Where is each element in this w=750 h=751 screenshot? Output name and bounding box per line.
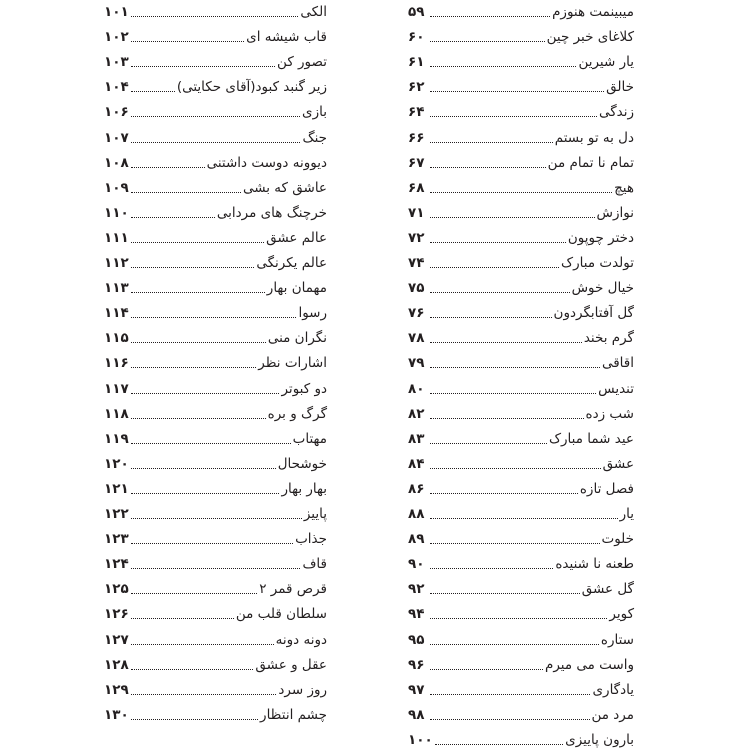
dot-leader: [131, 493, 280, 494]
toc-entry-title: مرد من: [591, 706, 634, 723]
toc-entry: [104, 553, 327, 575]
toc-entry-title: تولدت مبارک: [561, 255, 634, 271]
dot-leader: [131, 393, 280, 394]
toc-entry-title: دختر چوپون: [567, 229, 634, 246]
toc-entry: [104, 503, 327, 525]
dot-leader: [131, 192, 241, 193]
dot-leader: [131, 292, 265, 293]
toc-entry-page-number: ۱۱۵: [104, 330, 129, 347]
toc-entry-title: تصور کن: [277, 54, 327, 71]
dot-leader: [430, 217, 595, 218]
toc-entry-page-number: ۱۱۱: [104, 229, 129, 246]
toc-entry: [408, 277, 634, 299]
toc-entry-page-number: ۸۶: [408, 480, 425, 497]
dot-leader: [131, 91, 175, 92]
toc-entry: [104, 227, 327, 249]
toc-entry-title: بهار بهار: [281, 480, 327, 497]
dot-leader: [430, 694, 590, 695]
toc-entry-title: اشارات نظر: [258, 355, 327, 372]
toc-entry: [408, 1, 634, 23]
toc-entry: [408, 629, 634, 651]
toc-entry-page-number: ۱۰۳: [104, 54, 129, 71]
toc-entry-title: پاییز: [303, 506, 327, 522]
toc-entry-title: قرص قمر ۲: [259, 581, 327, 598]
toc-entry: [408, 177, 634, 199]
dot-leader: [430, 367, 600, 368]
toc-entry-page-number: ۶۴: [408, 104, 425, 121]
toc-entry: [408, 654, 634, 676]
dot-leader: [430, 518, 618, 519]
toc-entry-page-number: ۱۲۰: [104, 455, 129, 472]
toc-entry: [408, 202, 634, 224]
toc-entry-page-number: ۱۱۶: [104, 355, 129, 372]
toc-entry: [408, 478, 634, 500]
toc-entry-title: طعنه نا شنیده: [555, 556, 634, 573]
dot-leader: [131, 167, 205, 168]
toc-entry-title: نگران منی: [267, 330, 327, 347]
dot-leader: [430, 41, 545, 42]
dot-leader: [430, 342, 582, 343]
toc-entry: [408, 76, 634, 98]
toc-entry: [408, 302, 634, 324]
toc-entry-page-number: ۹۷: [408, 681, 425, 698]
dot-leader: [430, 719, 590, 720]
dot-leader: [131, 694, 277, 695]
toc-entry: [104, 127, 327, 149]
toc-entry-page-number: ۹۸: [408, 706, 425, 723]
toc-entry-title: دل به تو بستم: [554, 129, 634, 146]
dot-leader: [131, 644, 274, 645]
toc-entry-title: دیوونه دوست داشتنی: [206, 154, 327, 171]
toc-entry-title: ستاره: [600, 631, 634, 648]
dot-leader: [131, 593, 257, 594]
toc-entry-title: روز سرد: [278, 681, 327, 698]
toc-entry-page-number: ۹۶: [408, 656, 425, 673]
toc-entry: [408, 352, 634, 374]
toc-entry-page-number: ۶۲: [408, 79, 425, 96]
dot-leader: [131, 568, 301, 569]
dot-leader: [131, 242, 264, 243]
dot-leader: [430, 593, 580, 594]
dot-leader: [430, 443, 547, 444]
toc-entry: [104, 403, 327, 425]
toc-entry: [408, 101, 634, 123]
toc-entry-title: عاشق که بشی: [242, 179, 327, 196]
toc-entry-title: فصل تازه: [579, 480, 634, 497]
toc-entry-title: قاف: [302, 556, 327, 573]
toc-entry-title: خلوت: [601, 531, 634, 548]
dot-leader: [430, 91, 604, 92]
toc-entry-page-number: ۷۴: [408, 255, 425, 271]
dot-leader: [430, 167, 546, 168]
toc-entry-page-number: ۱۲۸: [104, 656, 129, 673]
toc-entry-title: اقاقی: [601, 355, 634, 372]
toc-entry-page-number: ۱۰۷: [104, 129, 129, 146]
toc-entry: [104, 252, 327, 274]
toc-entry-page-number: ۱۱۲: [104, 255, 129, 271]
toc-entry-title: یار: [619, 506, 634, 522]
toc-entry-page-number: ۸۲: [408, 405, 425, 422]
toc-entry: [104, 352, 327, 374]
toc-entry: [408, 453, 634, 475]
toc-entry: [104, 679, 327, 701]
toc-entry-page-number: ۶۰: [408, 29, 425, 46]
dot-leader: [131, 217, 215, 218]
toc-entry-page-number: ۱۱۸: [104, 405, 129, 422]
toc-entry-page-number: ۱۰۴: [104, 79, 129, 96]
toc-entry: [104, 629, 327, 651]
toc-entry-page-number: ۱۰۹: [104, 179, 129, 196]
toc-entry: [408, 553, 634, 575]
dot-leader: [131, 719, 258, 720]
toc-entry-title: زیر گنبد کبود(آقای حکایتی): [176, 79, 327, 96]
toc-entry-page-number: ۱۲۲: [104, 506, 129, 522]
toc-entry: [408, 578, 634, 600]
toc-entry: [408, 603, 634, 625]
toc-entry-page-number: ۵۹: [408, 4, 425, 20]
dot-leader: [430, 618, 607, 619]
toc-entry-page-number: ۱۲۹: [104, 681, 129, 698]
toc-entry-page-number: ۱۱۷: [104, 380, 129, 397]
toc-entry-title: بازی: [302, 104, 327, 121]
toc-entry-page-number: ۹۲: [408, 581, 425, 598]
toc-entry: [104, 101, 327, 123]
toc-entry-title: خیال خوش: [571, 280, 634, 297]
toc-entry-title: خرچنگ های مردابی: [216, 204, 327, 221]
toc-entry: [104, 51, 327, 73]
toc-entry-title: گل آفتابگردون: [553, 305, 634, 322]
toc-entry-page-number: ۱۱۹: [104, 430, 129, 447]
dot-leader: [131, 518, 302, 519]
toc-entry-page-number: ۱۱۴: [104, 305, 129, 322]
toc-entry-page-number: ۱۲۶: [104, 606, 129, 623]
toc-entry-page-number: ۱۲۷: [104, 631, 129, 648]
toc-entry-title: دو کبوتر: [281, 380, 327, 397]
toc-entry-page-number: ۸۴: [408, 455, 425, 472]
toc-entry: [104, 76, 327, 98]
toc-entry: [408, 378, 634, 400]
dot-leader: [430, 393, 596, 394]
toc-entry-title: یار شیرین: [578, 54, 634, 71]
toc-entry-page-number: ۱۲۳: [104, 531, 129, 548]
toc-entry: [104, 26, 327, 48]
toc-entry-page-number: ۷۸: [408, 330, 425, 347]
toc-entry: [408, 403, 634, 425]
toc-entry: [408, 227, 634, 249]
toc-entry: [408, 428, 634, 450]
toc-entry: [408, 729, 634, 751]
toc-entry-title: بارون پاییزی: [565, 731, 634, 748]
toc-entry-page-number: ۸۰: [408, 380, 425, 397]
toc-entry-title: جنگ: [302, 129, 327, 146]
dot-leader: [131, 66, 275, 67]
dot-leader: [430, 142, 553, 143]
toc-entry-page-number: ۸۳: [408, 430, 425, 447]
dot-leader: [131, 367, 257, 368]
toc-entry-page-number: ۶۷: [408, 154, 425, 171]
toc-entry-page-number: ۱۲۵: [104, 581, 129, 598]
dot-leader: [131, 443, 291, 444]
toc-entry-title: جذاب: [295, 531, 327, 548]
toc-entry: [104, 654, 327, 676]
toc-entry-title: نوازش: [596, 204, 634, 221]
toc-entry: [408, 26, 634, 48]
toc-entry-title: خوشحال: [277, 455, 327, 472]
toc-entry-page-number: ۶۱: [408, 54, 425, 71]
toc-entry: [104, 478, 327, 500]
toc-entry: [408, 327, 634, 349]
toc-entry: [104, 428, 327, 450]
toc-entry-page-number: ۱۱۰: [104, 204, 129, 221]
toc-entry-page-number: ۱۰۸: [104, 154, 129, 171]
toc-entry-title: قاب شیشه ای: [246, 29, 327, 46]
dot-leader: [131, 468, 276, 469]
toc-entry-page-number: ۱۰۰: [408, 731, 433, 748]
toc-entry-title: واست می میرم: [544, 656, 634, 673]
toc-entry: [408, 503, 634, 525]
dot-leader: [430, 543, 600, 544]
dot-leader: [430, 644, 599, 645]
toc-entry-title: عالم عشق: [266, 229, 327, 246]
toc-entry-title: سلطان قلب من: [235, 606, 327, 623]
toc-entry-page-number: ۱۰۱: [104, 4, 129, 20]
dot-leader: [430, 192, 612, 193]
toc-entry-title: عید شما مبارک: [548, 430, 634, 447]
toc-entry-page-number: ۱۰۶: [104, 104, 129, 121]
toc-entry: [104, 578, 327, 600]
toc-entry: [408, 704, 634, 726]
dot-leader: [430, 116, 597, 117]
toc-entry-page-number: ۹۰: [408, 556, 425, 573]
toc-entry-title: رسوا: [298, 305, 327, 322]
toc-entry: [104, 277, 327, 299]
toc-entry: [104, 177, 327, 199]
dot-leader: [430, 267, 559, 268]
toc-entry-title: شب زده: [585, 405, 634, 422]
dot-leader: [131, 418, 266, 419]
dot-leader: [131, 543, 293, 544]
toc-entry-page-number: ۶۸: [408, 179, 425, 196]
toc-entry-title: دونه دونه: [275, 631, 327, 648]
toc-entry-title: گرم بخند: [583, 330, 634, 347]
toc-entry-title: گل عشق: [581, 581, 634, 598]
dot-leader: [131, 669, 254, 670]
toc-entry-title: گرگ و بره: [267, 405, 327, 422]
dot-leader: [430, 493, 578, 494]
toc-entry-title: تندیس: [598, 380, 634, 397]
dot-leader: [435, 744, 563, 745]
dot-leader: [430, 317, 552, 318]
dot-leader: [131, 116, 300, 117]
toc-entry-page-number: ۸۸: [408, 506, 425, 522]
dot-leader: [131, 41, 244, 42]
toc-entry-page-number: ۱۳۰: [104, 706, 129, 723]
toc-entry-title: مهتاب: [292, 430, 327, 447]
toc-entry-page-number: ۱۰۲: [104, 29, 129, 46]
toc-entry: [408, 127, 634, 149]
toc-entry: [104, 453, 327, 475]
toc-entry-title: چشم انتظار: [260, 706, 327, 723]
toc-entry: [104, 378, 327, 400]
toc-entry-page-number: ۱۲۱: [104, 480, 129, 497]
dot-leader: [430, 568, 553, 569]
toc-entry: [408, 528, 634, 550]
dot-leader: [430, 468, 601, 469]
toc-entry: [408, 152, 634, 174]
dot-leader: [131, 16, 299, 17]
toc-entry: [408, 679, 634, 701]
toc-entry-title: الکی: [300, 4, 327, 20]
dot-leader: [430, 242, 566, 243]
toc-entry-title: مهمان بهار: [266, 280, 327, 297]
toc-entry: [408, 51, 634, 73]
toc-entry-page-number: ۹۵: [408, 631, 425, 648]
toc-entry-title: کویر: [609, 606, 634, 623]
toc-entry: [104, 704, 327, 726]
toc-entry: [104, 528, 327, 550]
dot-leader: [430, 66, 576, 67]
toc-entry-page-number: ۷۱: [408, 204, 425, 221]
dot-leader: [131, 618, 234, 619]
toc-entry: [104, 327, 327, 349]
toc-entry-title: میبینمت هنوزم: [552, 4, 634, 20]
dot-leader: [131, 267, 255, 268]
toc-entry: [104, 302, 327, 324]
toc-entry-page-number: ۸۹: [408, 531, 425, 548]
toc-entry: [408, 252, 634, 274]
toc-entry: [104, 1, 327, 23]
dot-leader: [430, 418, 584, 419]
toc-entry-page-number: ۹۴: [408, 606, 425, 623]
toc-entry: [104, 202, 327, 224]
dot-leader: [131, 142, 301, 143]
dot-leader: [430, 292, 570, 293]
toc-entry-page-number: ۷۶: [408, 305, 425, 322]
dot-leader: [430, 16, 550, 17]
toc-entry-title: کلاغای خبر چین: [546, 29, 634, 46]
toc-entry-page-number: ۱۲۴: [104, 556, 129, 573]
toc-entry: [104, 152, 327, 174]
toc-entry-title: هیچ: [614, 179, 634, 196]
toc-entry-title: عالم یکرنگی: [256, 255, 327, 271]
toc-entry-title: خالق: [606, 79, 634, 96]
toc-entry-title: تمام نا تمام من: [547, 154, 634, 171]
toc-entry-page-number: ۶۶: [408, 129, 425, 146]
dot-leader: [430, 669, 543, 670]
dot-leader: [131, 317, 297, 318]
toc-entry-title: عقل و عشق: [255, 656, 327, 673]
toc-entry-page-number: ۷۹: [408, 355, 425, 372]
toc-entry-page-number: ۱۱۳: [104, 280, 129, 297]
toc-entry-title: عشق: [602, 455, 634, 472]
dot-leader: [131, 342, 266, 343]
toc-entry-title: زندگی: [598, 104, 634, 121]
toc-entry-page-number: ۷۲: [408, 229, 425, 246]
toc-entry: [104, 603, 327, 625]
toc-entry-page-number: ۷۵: [408, 280, 425, 297]
toc-entry-title: یادگاری: [592, 681, 634, 698]
